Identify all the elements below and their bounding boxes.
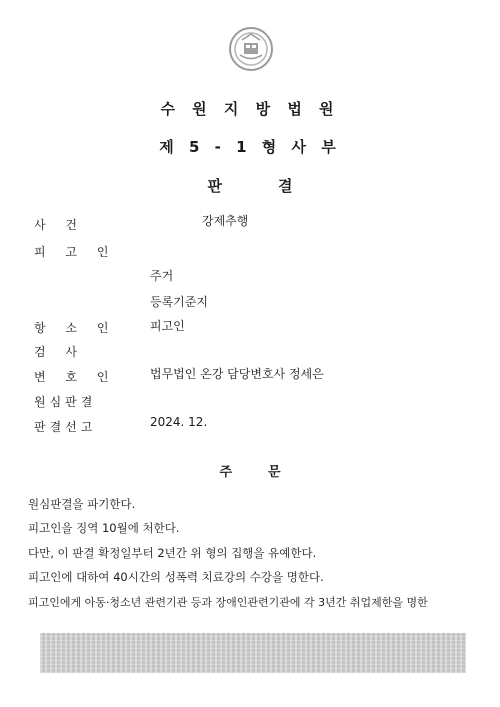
order-heading [0,461,500,480]
field-value-sentencing-date: 2024. 12. [150,415,208,429]
field-label-case: 사 건 [34,218,85,232]
field-value-counsel: 법무법인 온강 담당변호사 정세은 [150,367,324,381]
field-label-counsel: 변 호 인 [34,370,117,384]
order-heading-char-2: 문 [268,465,281,480]
field-label-prosecutor: 검 사 [34,345,85,359]
order-line-3: 다만, 이 판결 확정일부터 2년간 위 형의 집행을 유예한다. [28,546,317,560]
document-type [0,175,500,196]
court-emblem-icon [228,26,274,72]
document-type-char-1: 판 [207,177,222,195]
field-value-registration: 등록기준지 [150,295,208,309]
field-label-defendant: 피 고 인 [34,245,117,259]
court-division: 제 5 - 1 형 사 부 [159,138,341,156]
field-value-address: 주거 [150,269,174,283]
document-type-char-2: 결 [278,177,293,195]
field-label-original-judgment: 원심판결 [34,395,97,409]
order-heading-char-1: 주 [219,465,232,480]
order-line-4: 피고인에 대하여 40시간의 성폭력 치료강의 수강을 명한다. [28,570,324,584]
field-label-appellant: 항 소 인 [34,321,117,335]
redacted-block [40,633,466,673]
order-line-1: 원심판결을 파기한다. [28,497,136,511]
field-value-case: 강제추행 [202,214,249,228]
field-value-appellant: 피고인 [150,319,185,333]
field-label-sentencing-date: 판결선고 [34,420,97,434]
order-line-5: 피고인에게 아동·청소년 관련기관 등과 장애인관련기관에 각 3년간 취업제한을 명한 [28,596,428,609]
court-name: 수 원 지 방 법 원 [160,100,340,118]
order-line-2: 피고인을 징역 10월에 처한다. [28,521,180,535]
